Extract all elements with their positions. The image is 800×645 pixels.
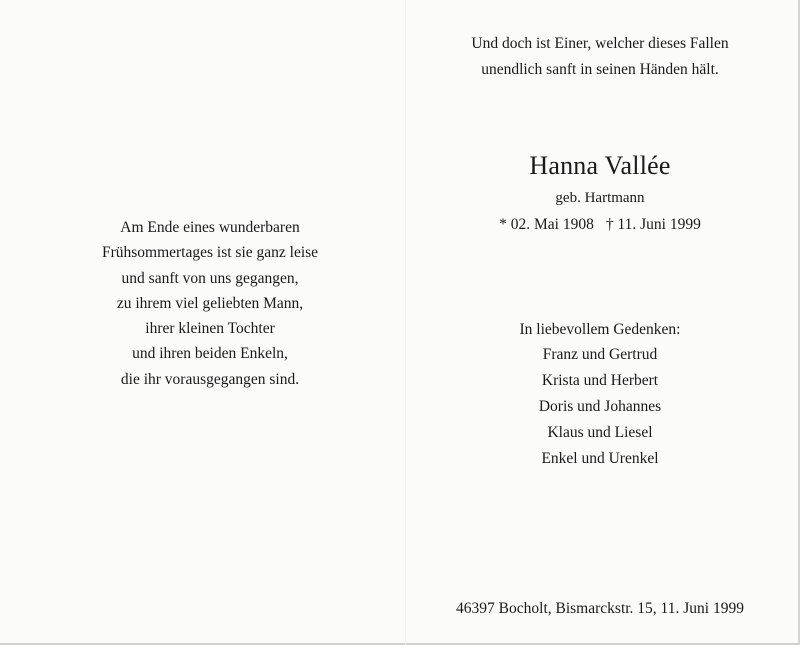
verse-line: Und doch ist Einer, welcher dieses Fallen [471, 35, 729, 52]
mourner-item: Doris und Johannes [538, 398, 662, 415]
obituary-line: zu ihrem viel geliebten Mann, [116, 294, 304, 312]
obituary-text [20, 215, 400, 392]
mourner-item: Krista und Herbert [541, 372, 659, 389]
obituary-line: Am Ende eines wunderbaren [120, 219, 300, 236]
maiden-name: geb. Hartmann [555, 190, 645, 206]
address-date-footer: 46397 Bocholt, Bismarckstr. 15, 11. Juni 1999 [456, 600, 744, 617]
deceased-name: Hanna Vallée [529, 151, 671, 180]
mourner-item: Klaus und Liesel [547, 424, 653, 441]
obituary-line: Frühsommertages ist sie ganz leise [101, 244, 319, 262]
obituary-line: und sanft von uns gegangen, [121, 269, 299, 287]
verse [410, 31, 790, 82]
obituary-line: die ihr vorausgegangen sind. [120, 370, 300, 388]
obituary-line: und ihren beiden Enkeln, [132, 345, 288, 363]
death-date: † 11. Juni 1999 [605, 216, 701, 233]
mourners-list [410, 342, 790, 472]
obituary-line: ihrer kleinen Tochter [145, 320, 275, 338]
birth-date: * 02. Mai 1908 [499, 216, 594, 233]
mourner-item: Enkel und Urenkel [541, 450, 659, 467]
card-fold-line [405, 0, 406, 645]
life-dates [410, 214, 790, 236]
verse-line: unendlich sanft in seinen Händen hält. [481, 60, 719, 78]
mourners-title: In liebevollem Gedenken: [519, 321, 681, 338]
mourner-item: Franz und Gertrud [542, 346, 658, 363]
